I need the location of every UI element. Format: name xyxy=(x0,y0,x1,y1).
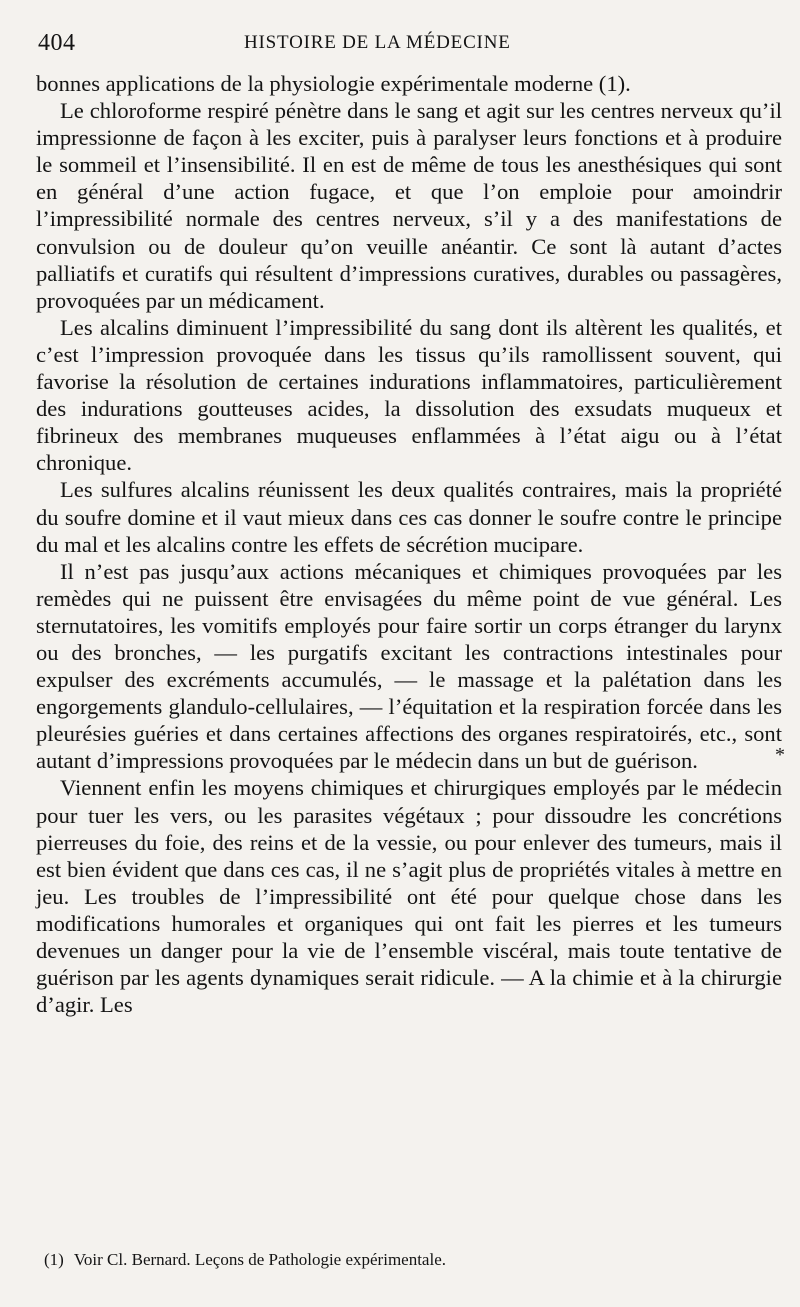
paragraph-sulfures: Les sulfures alcalins réunissent les deux qualités contraires, mais la propriété du soufre domine et il vaut mieux dans ces cas donner le soufre contre le principe du mal et les alcalins contre les effets de sécrétion mucipare. xyxy=(36,477,782,557)
body-text xyxy=(36,70,782,1018)
margin-mark: * xyxy=(775,744,785,766)
paragraph-continuation: bonnes applications de la physiologie expérimentale moderne (1). xyxy=(36,71,631,96)
page-header xyxy=(38,30,778,64)
paragraph-chloroforme: Le chloroforme respiré pénètre dans le sang et agit sur les centres nerveux qu’il impressionne de façon à les exciter, puis à paralyser leurs fonctions et à produire le sommeil et l’insensibilité. Il en est de même de tous les anesthésiques qui sont en général d’une action fugace, et que l’on emploie pour amoindrir l’impressibilité normale des centres nerveux, s’il y a des manifestations de convulsion ou de douleur qu’on veuille anéantir. Ce sont là autant d’actes palliatifs et curatifs qui résultent d’impressions curatives, durables ou passagères, provoquées par un médicament. xyxy=(36,98,782,313)
footnote-marker: (1) xyxy=(44,1250,64,1269)
paragraph-alcalins: Les alcalins diminuent l’impressibilité du sang dont ils altèrent les qualités, et c’est l’impression provoquée dans les tissus qu’ils ramollissent souvent, qui favorise la résolution de certaines indurations inflammatoires, particulièrement des indurations goutteuses acides, la dissolution des exsudats muqueux et fibrineux des membranes muqueuses enflammées à l’état aigu ou à l’état chronique. xyxy=(36,314,782,476)
page-number: 404 xyxy=(38,30,76,56)
running-title: HISTOIRE DE LA MÉDECINE xyxy=(244,32,511,53)
footnote xyxy=(44,1249,784,1271)
paragraph-moyens-chimiques: Viennent enfin les moyens chimiques et chirurgiques employés par le médecin pour tuer les vers, ou les parasites végétaux ; pour dissoudre les concrétions pierreuses du foie, des reins et de la vessie, ou pour enlever des tumeurs, mais il est bien évident que dans ces cas, il ne s’agit plus de propriétés vitales à mettre en jeu. Les troubles de l’impressibilité ont été pour quelque chose dans les modifications humorales et organiques qui ont fait les pierres et les tumeurs devenues un danger pour la vie de l’ensemble viscéral, mais toute tentative de guérison par les agents dynamiques serait ridicule. — A la chimie et à la chirurgie d’agir. Les xyxy=(36,775,782,1018)
footnote-text: Voir Cl. Bernard. Leçons de Pathologie expérimentale. xyxy=(73,1250,446,1269)
paragraph-actions-mecaniques: Il n’est pas jusqu’aux actions mécaniques et chimiques provoquées par les remèdes qui ne puissent être envisagées du même point de vue général. Les sternutatoires, les vomitifs employés pour faire sortir un corps étranger du larynx ou des bronches, — les purgatifs excitant les contractions intestinales pour expulser des excréments accumulés, — le massage et la palétation dans les engorgements glandulo-cellulaires, — l’équitation et la respiration forcée dans les pleurésies guéries et dans certaines affections des organes respiratoirés, etc., sont autant d’impressions provoquées par le médecin dans un but de guérison. xyxy=(36,558,782,774)
